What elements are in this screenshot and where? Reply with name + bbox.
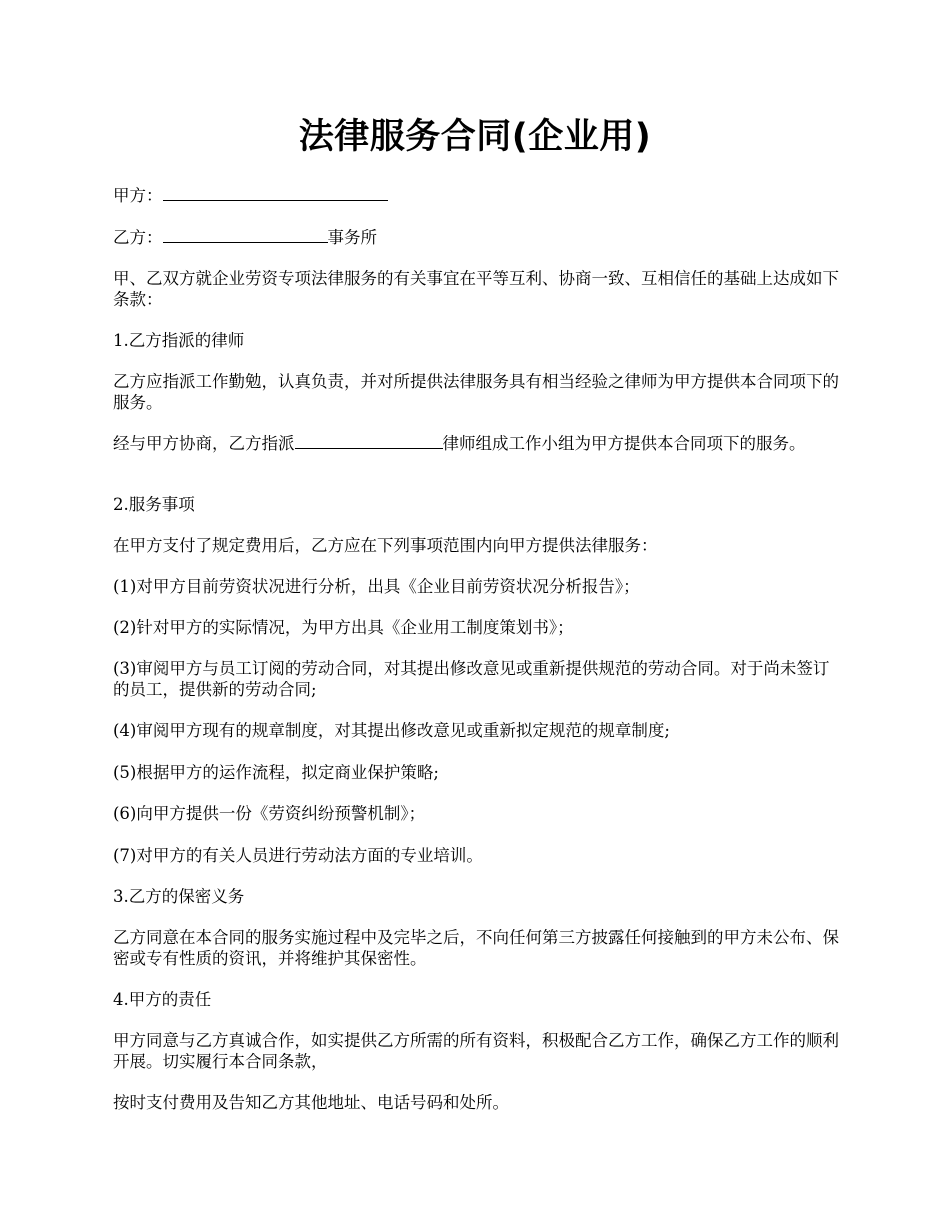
section2-intro: 在甲方支付了规定费用后，乙方应在下列事项范围内向甲方提供法律服务： (113, 536, 658, 555)
document-title: 法律服务合同(企业用) (298, 117, 652, 157)
section4-paragraph-2: 按时支付费用及告知乙方其他地址、电话号码和处所。 (113, 1093, 509, 1112)
service-item: (4)审阅甲方现有的规章制度，对其提出修改意见或重新拟定规范的规章制度; (113, 721, 670, 740)
section1-p2-after: 律师组成工作小组为甲方提供本合同项下的服务。 (442, 434, 806, 453)
service-item: (1)对甲方目前劳资状况进行分析，出具《企业目前劳资状况分析报告》； (113, 577, 640, 596)
service-item: (7)对甲方的有关人员进行劳动法方面的专业培训。 (113, 846, 483, 865)
party-b-line (113, 227, 841, 248)
party-b-blank (163, 228, 328, 243)
section4-paragraph-1: 甲方同意与乙方真诚合作，如实提供乙方所需的所有资料，积极配合乙方工作，确保乙方工作的顺利开展。切实履行本合同条款， (113, 1031, 839, 1071)
party-b-suffix: 事务所 (327, 228, 377, 247)
service-item: (5)根据甲方的运作流程，拟定商业保护策略; (113, 763, 439, 782)
intro-paragraph: 甲、乙双方就企业劳资专项法律服务的有关事宜在平等互利、协商一致、互相信任的基础上达成如下条款： (113, 269, 839, 309)
section1-p2-before: 经与甲方协商，乙方指派 (113, 434, 295, 453)
service-item: (3)审阅甲方与员工订阅的劳动合同，对其提出修改意见或重新提供规范的劳动合同。对于尚未签订的员工，提供新的劳动合同; (113, 659, 830, 699)
lawyer-name-blank (295, 434, 443, 449)
party-a-label: 甲方： (113, 186, 163, 205)
party-b-label: 乙方： (113, 228, 163, 247)
section1-heading: 1.乙方指派的律师 (113, 331, 245, 350)
service-item: (6)向甲方提供一份《劳资纠纷预警机制》； (113, 804, 426, 823)
party-a-blank (163, 186, 388, 201)
section2-heading: 2.服务事项 (113, 495, 195, 514)
section3-heading: 3.乙方的保密义务 (113, 887, 245, 906)
section3-paragraph: 乙方同意在本合同的服务实施过程中及完毕之后，不向任何第三方披露任何接触到的甲方未公布、保密或专有性质的资讯，并将维护其保密性。 (113, 928, 839, 968)
party-a-line (113, 185, 841, 206)
service-item: (2)针对甲方的实际情况，为甲方出具《企业用工制度策划书》； (113, 618, 574, 637)
section1-paragraph-1: 乙方应指派工作勤勉，认真负责，并对所提供法律服务具有相当经验之律师为甲方提供本合同项下的服务。 (113, 372, 839, 412)
section4-heading: 4.甲方的责任 (113, 990, 212, 1009)
section1-paragraph-2 (113, 433, 841, 454)
